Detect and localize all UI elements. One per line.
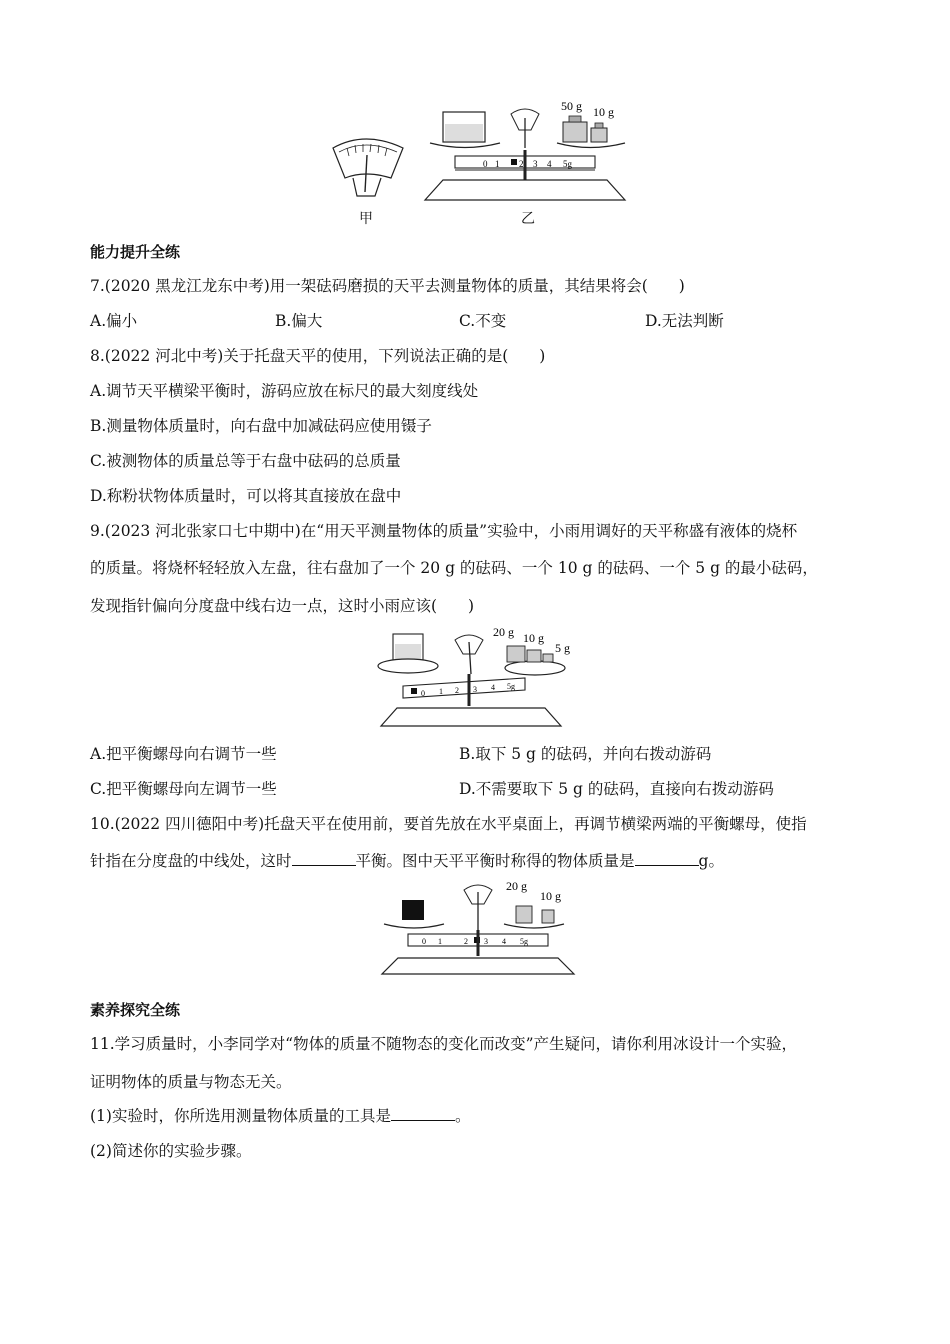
q8-option-d: D.称粉状物体质量时，可以将其直接放在盘中 bbox=[90, 487, 402, 505]
q11-sub1-text: (1)实验时，你所选用测量物体质量的工具是 bbox=[90, 1107, 391, 1125]
scale3-number-5g: 5g bbox=[520, 937, 528, 946]
weight-label-5g: 5 g bbox=[555, 641, 570, 655]
weight-label-10g-q9: 10 g bbox=[523, 631, 544, 645]
q9-option-d: D.不需要取下 5 g 的砝码，直接向右拨动游码 bbox=[459, 780, 774, 798]
q10-text-c: g。 bbox=[698, 852, 724, 870]
q7-option-b: B.偏大 bbox=[275, 312, 323, 330]
scale3-number-0: 0 bbox=[422, 937, 426, 946]
weight-label-10g: 10 g bbox=[593, 105, 614, 119]
scale2-number-3: 3 bbox=[473, 685, 477, 694]
q7-option-d: D.无法判断 bbox=[645, 312, 724, 330]
q10-text-b: 平衡。图中天平平衡时称得的物体质量是 bbox=[355, 852, 635, 870]
figure-label-yi: 乙 bbox=[521, 211, 535, 227]
q7-option-a: A.偏小 bbox=[90, 312, 138, 330]
q7-option-c: C.不变 bbox=[459, 312, 507, 330]
question-11-line2: 证明物体的质量与物态无关。 bbox=[90, 1073, 292, 1091]
scale-number-4: 4 bbox=[547, 159, 552, 169]
balance-tilted-icon bbox=[378, 634, 565, 726]
question-7-stem: 7.(2020 黑龙江龙东中考)用一架砝码磨损的天平去测量物体的质量，其结果将会( ) bbox=[90, 277, 685, 295]
q10-text-a: 针指在分度盘的中线处，这时 bbox=[90, 852, 292, 870]
question-9-line3: 发现指针偏向分度盘中线右边一点，这时小雨应该( ) bbox=[90, 597, 475, 615]
q8-option-b: B.测量物体质量时，向右盘中加减砝码应使用镊子 bbox=[90, 417, 432, 435]
figure-balance-jia-yi bbox=[325, 100, 635, 230]
question-11-sub1 bbox=[90, 1106, 470, 1126]
scale3-number-2: 2 bbox=[464, 937, 468, 946]
figure-balance-q10 bbox=[378, 876, 578, 976]
q10-blank-1[interactable] bbox=[292, 851, 356, 866]
question-9-line2: 的质量。将烧杯轻轻放入左盘，往右盘加了一个 20 g 的砝码、一个 10 g 的砝码、一个 5 g 的最小砝码， bbox=[90, 559, 818, 577]
balance-yi-icon bbox=[425, 109, 625, 200]
weight-label-20g-q10: 20 g bbox=[506, 879, 527, 893]
scale2-number-2: 2 bbox=[455, 686, 459, 695]
scale2-number-5g: 5g bbox=[507, 682, 515, 691]
scale-number-2: 2 bbox=[519, 159, 524, 169]
balance-illustration-2 bbox=[375, 622, 585, 730]
q9-option-b: B.取下 5 g 的砝码，并向右拨动游码 bbox=[459, 745, 712, 763]
scale2-number-4: 4 bbox=[491, 683, 495, 692]
q11-sub1-end: 。 bbox=[454, 1107, 471, 1125]
weight-label-20g: 20 g bbox=[493, 625, 514, 639]
figure-balance-q9 bbox=[375, 622, 585, 730]
scale3-number-4: 4 bbox=[502, 937, 506, 946]
question-10-line1: 10.(2022 四川德阳中考)托盘天平在使用前，要首先放在水平桌面上，再调节横梁两端的平衡螺母，使指 bbox=[90, 815, 807, 833]
scale3-number-1: 1 bbox=[438, 937, 442, 946]
scale2-number-0: 0 bbox=[421, 689, 425, 698]
q9-option-a: A.把平衡螺母向右调节一些 bbox=[90, 745, 277, 763]
dial-scale-icon bbox=[333, 139, 403, 196]
q8-option-a: A.调节天平横梁平衡时，游码应放在标尺的最大刻度线处 bbox=[90, 382, 479, 400]
q11-blank-1[interactable] bbox=[391, 1106, 455, 1121]
weight-label-50g: 50 g bbox=[561, 100, 582, 113]
scale2-number-1: 1 bbox=[439, 687, 443, 696]
q10-blank-2[interactable] bbox=[635, 851, 699, 866]
q9-option-c: C.把平衡螺母向左调节一些 bbox=[90, 780, 277, 798]
section-heading-ability: 能力提升全练 bbox=[90, 243, 181, 261]
figure-label-jia: 甲 bbox=[359, 211, 373, 227]
weight-label-10g-q10: 10 g bbox=[540, 889, 561, 903]
scale-number-0: 0 bbox=[483, 159, 488, 169]
question-11-sub2: (2)简述你的实验步骤。 bbox=[90, 1142, 252, 1160]
scale-number-3: 3 bbox=[533, 159, 538, 169]
scale3-number-3: 3 bbox=[484, 937, 488, 946]
section-heading-literacy: 素养探究全练 bbox=[90, 1001, 181, 1019]
q8-option-c: C.被测物体的质量总等于右盘中砝码的总质量 bbox=[90, 452, 401, 470]
question-9-line1: 9.(2023 河北张家口七中期中)在“用天平测量物体的质量”实验中，小雨用调好的天平称盛有液体的烧杯 bbox=[90, 522, 798, 540]
scale-number-5g: 5g bbox=[563, 159, 572, 169]
question-10-line2 bbox=[90, 851, 724, 871]
balance-illustration-3 bbox=[378, 876, 578, 976]
question-8-stem: 8.(2022 河北中考)关于托盘天平的使用，下列说法正确的是( ) bbox=[90, 347, 546, 365]
scale-number-1: 1 bbox=[495, 159, 500, 169]
question-11-line1: 11.学习质量时，小李同学对“物体的质量不随物态的变化而改变”产生疑问，请你利用冰设计一个实验， bbox=[90, 1035, 798, 1053]
